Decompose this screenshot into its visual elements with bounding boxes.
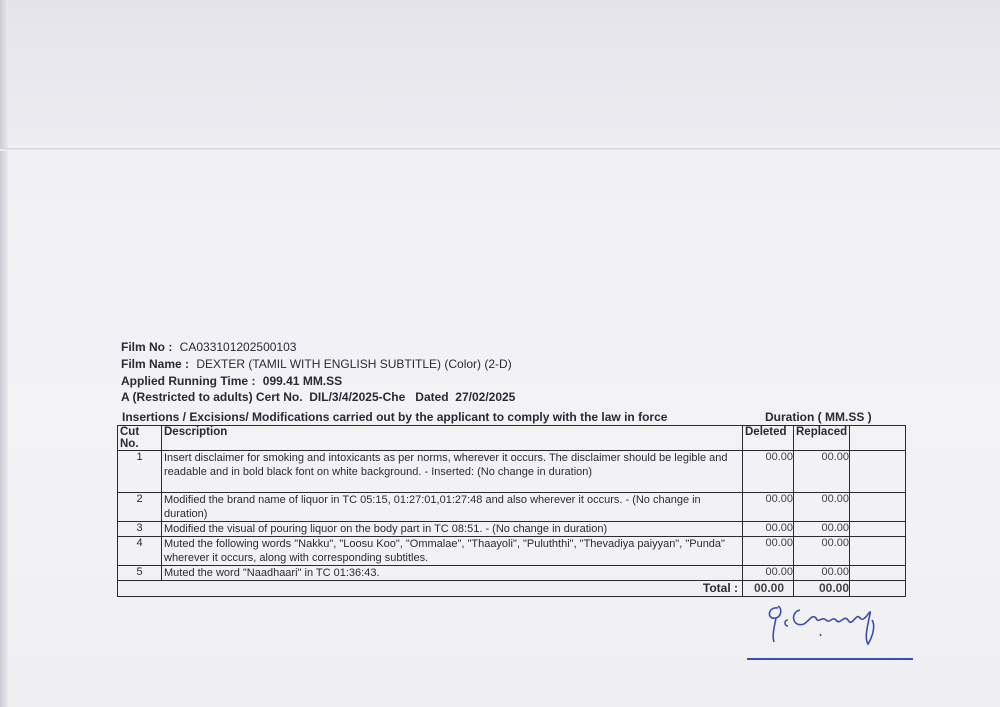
running-time [121, 374, 342, 388]
table-header-row [118, 426, 906, 451]
blank-cell [850, 451, 906, 493]
cut-number: 4 [118, 537, 162, 566]
cut-number: 3 [118, 522, 162, 537]
replaced-value: 00.00 [794, 522, 850, 537]
film-no-label: Film No : [121, 340, 173, 354]
col-replaced: Replaced [794, 426, 850, 451]
deleted-value: 00.00 [743, 493, 794, 522]
deleted-value: 00.00 [743, 566, 794, 581]
film-name-value: DEXTER (TAMIL WITH ENGLISH SUBTITLE) (Color) (2-D) [196, 357, 512, 371]
cut-description: Muted the following words "Nakku", "Loosu Koo", "Ommalae", "Thaayoli", "Puluththi", "Thevadiya paiyyan", "Punda" wherever it occurs, along with corresponding subtitles. [162, 537, 743, 566]
deleted-value: 00.00 [743, 522, 794, 537]
cut-description: Modified the visual of pouring liquor on the body part in TC 08:51. - (No change in duration) [162, 522, 743, 537]
replaced-value: 00.00 [794, 451, 850, 493]
blank-cell [850, 493, 906, 522]
cuts-table [117, 425, 906, 597]
paper-edge [0, 0, 8, 707]
blank-cell [850, 581, 906, 597]
blank-cell [850, 522, 906, 537]
table-row [118, 522, 906, 537]
cert-line: A (Restricted to adults) Cert No. DIL/3/4/2025-Che Dated 27/02/2025 [121, 390, 516, 404]
total-deleted: 00.00 [743, 581, 794, 597]
film-name [121, 357, 512, 371]
cut-number: 2 [118, 493, 162, 522]
signature [760, 598, 900, 653]
running-time-value: 099.41 MM.SS [262, 374, 343, 388]
col-description: Description [162, 426, 743, 451]
table-row [118, 451, 906, 493]
section-title: Insertions / Excisions/ Modifications carried out by the applicant to comply with the law in force [122, 410, 668, 424]
total-replaced: 00.00 [794, 581, 850, 597]
film-no [121, 340, 296, 354]
duration-heading: Duration ( MM.SS ) [765, 410, 872, 424]
replaced-value: 00.00 [794, 566, 850, 581]
blank-cell [850, 537, 906, 566]
table-row [118, 537, 906, 566]
col-blank [850, 426, 906, 451]
deleted-value: 00.00 [743, 451, 794, 493]
table-row [118, 566, 906, 581]
film-no-value: CA033101202500103 [179, 340, 297, 354]
film-name-label: Film Name : [121, 357, 190, 371]
cut-number: 1 [118, 451, 162, 493]
signature-line [747, 658, 913, 660]
cut-description: Insert disclaimer for smoking and intoxicants as per norms, wherever it occurs. The disclaimer should be legible and readable and in bold black font on white background. - Inserted: (No change in duration) [162, 451, 743, 493]
running-time-label: Applied Running Time : [121, 374, 256, 388]
total-row [118, 581, 906, 597]
col-cut-no: Cut No. [118, 426, 162, 451]
cut-description: Muted the word "Naadhaari" in TC 01:36:43. [162, 566, 743, 581]
table-row [118, 493, 906, 522]
replaced-value: 00.00 [794, 493, 850, 522]
paper-fold [0, 148, 1000, 151]
col-deleted: Deleted [743, 426, 794, 451]
total-label: Total : [118, 581, 743, 597]
replaced-value: 00.00 [794, 537, 850, 566]
deleted-value: 00.00 [743, 537, 794, 566]
blank-cell [850, 566, 906, 581]
cut-number: 5 [118, 566, 162, 581]
cut-description: Modified the brand name of liquor in TC 05:15, 01:27:01,01:27:48 and also wherever it occurs. - (No change in duration) [162, 493, 743, 522]
